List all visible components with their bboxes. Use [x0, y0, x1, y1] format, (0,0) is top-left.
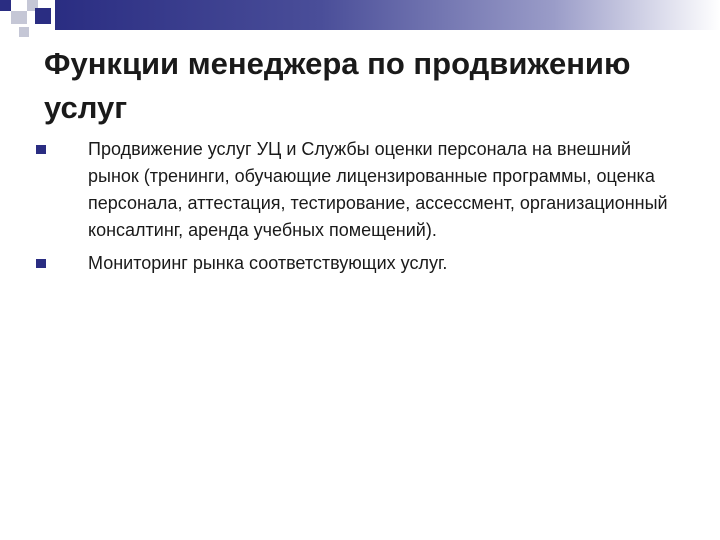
square-bullet-icon — [36, 145, 46, 154]
decorative-square — [35, 8, 51, 24]
bullet-item — [36, 250, 686, 277]
bullet-text: Мониторинг рынка соответствующих услуг. — [88, 253, 448, 273]
square-bullet-icon — [36, 259, 46, 268]
slide-title: Функции менеджера по продвижению услуг — [44, 46, 631, 125]
top-gradient-band — [55, 0, 720, 30]
bullet-text: Продвижение услуг УЦ и Службы оценки персонала на внешний рынок (тренинги, обучающие лицензированные программы, оценка персонала, аттестация, тестирование, ассессмент, организационный консалтинг, аренда учебных помещений). — [88, 139, 668, 240]
decorative-square — [11, 11, 27, 24]
decorative-square — [19, 27, 29, 37]
decorative-square — [0, 0, 11, 11]
bullet-list — [36, 136, 686, 283]
bullet-item — [36, 136, 686, 244]
